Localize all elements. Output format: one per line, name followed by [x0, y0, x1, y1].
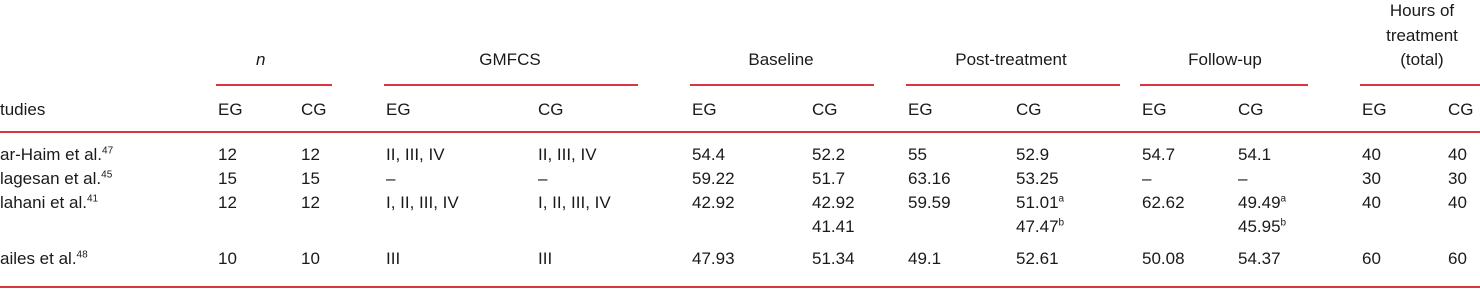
cell-n-eg: 15: [218, 169, 237, 188]
subheader-gmfcs-eg: EG: [386, 100, 411, 119]
cell-hours-cg: 30: [1448, 169, 1467, 188]
header-baseline: Baseline: [748, 50, 814, 69]
rule-post: [906, 84, 1120, 86]
cell-baseline-cg-2: 41.41: [812, 217, 855, 236]
study-name: ailes et al.$^{48}$: [0, 249, 88, 268]
cell-n-eg: 12: [218, 193, 237, 212]
rule-hours: [1360, 84, 1480, 86]
cell-n-cg: 10: [301, 249, 320, 268]
subheader-hours-cg: CG: [1448, 100, 1474, 119]
cell-baseline-cg: 51.34: [812, 249, 855, 268]
cell-baseline-eg: 42.92: [692, 193, 735, 212]
study-name: lagesan et al.$^{45}$: [0, 169, 113, 188]
cell-n-cg: 12: [301, 145, 320, 164]
table-bottom-rule: [0, 286, 1480, 288]
cell-n-eg: 12: [218, 145, 237, 164]
cell-post-cg-2: 47.47$^b$: [1016, 217, 1065, 236]
cell-gmfcs-eg: II, III, IV: [386, 145, 445, 164]
cell-follow-cg: –: [1238, 169, 1248, 188]
subheader-hours-eg: EG: [1362, 100, 1387, 119]
study-name: lahani et al.$^{41}$: [0, 193, 99, 212]
cell-n-cg: 15: [301, 169, 320, 188]
study-name: ar-Haim et al.$^{47}$: [0, 145, 114, 164]
header-n: n: [256, 50, 266, 69]
cell-follow-eg: 54.7: [1142, 145, 1176, 164]
cell-gmfcs-cg: –: [538, 169, 548, 188]
cell-gmfcs-eg: I, II, III, IV: [386, 193, 459, 212]
cell-hours-eg: 40: [1362, 193, 1381, 212]
rule-follow: [1140, 84, 1308, 86]
cell-follow-cg: 54.1: [1238, 145, 1272, 164]
cell-baseline-cg: 51.7: [812, 169, 846, 188]
subheader-n-eg: EG: [218, 100, 243, 119]
cell-follow-cg-2: 45.95$^b$: [1238, 217, 1287, 236]
cell-hours-cg: 60: [1448, 249, 1467, 268]
cell-gmfcs-cg: III: [538, 249, 553, 268]
cell-baseline-eg: 54.4: [692, 145, 726, 164]
cell-post-cg: 51.01$^a$: [1016, 193, 1065, 212]
cell-post-eg: 63.16: [908, 169, 951, 188]
cell-hours-eg: 30: [1362, 169, 1381, 188]
subheader-gmfcs-cg: CG: [538, 100, 564, 119]
cell-post-cg: 53.25: [1016, 169, 1059, 188]
header-hours-line1: Hours of: [1389, 1, 1455, 20]
subheader-follow-cg: CG: [1238, 100, 1264, 119]
cell-gmfcs-eg: –: [386, 169, 396, 188]
subheader-baseline-eg: EG: [692, 100, 717, 119]
cell-gmfcs-cg: I, II, III, IV: [538, 193, 611, 212]
subheader-baseline-cg: CG: [812, 100, 838, 119]
cell-follow-cg: 49.49$^a$: [1238, 193, 1287, 212]
header-hours-line3: (total): [1400, 50, 1444, 69]
cell-post-cg: 52.61: [1016, 249, 1059, 268]
cell-post-eg: 49.1: [908, 249, 942, 268]
subheader-post-eg: EG: [908, 100, 933, 119]
rule-n: [216, 84, 332, 86]
rule-baseline: [690, 84, 874, 86]
subheader-follow-eg: EG: [1142, 100, 1167, 119]
cell-follow-eg: 50.08: [1142, 249, 1185, 268]
cell-baseline-cg: 52.2: [812, 145, 846, 164]
cell-n-cg: 12: [301, 193, 320, 212]
cell-hours-cg: 40: [1448, 145, 1467, 164]
header-post-treatment: Post-treatment: [955, 50, 1067, 69]
header-gmfcs: GMFCS: [479, 50, 541, 69]
cell-hours-cg: 40: [1448, 193, 1467, 212]
cell-follow-cg: 54.37: [1238, 249, 1281, 268]
header-studies: tudies: [0, 100, 46, 119]
cell-follow-eg: 62.62: [1142, 193, 1185, 212]
header-hours-line2: treatment: [1386, 26, 1458, 45]
cell-baseline-eg: 47.93: [692, 249, 735, 268]
cell-hours-eg: 40: [1362, 145, 1381, 164]
subheader-n-cg: CG: [301, 100, 327, 119]
cell-baseline-eg: 59.22: [692, 169, 735, 188]
cell-gmfcs-cg: II, III, IV: [538, 145, 597, 164]
rule-gmfcs: [384, 84, 638, 86]
cell-post-cg: 52.9: [1016, 145, 1050, 164]
cell-follow-eg: –: [1142, 169, 1152, 188]
cell-gmfcs-eg: III: [386, 249, 401, 268]
header-bottom-rule: [0, 131, 1480, 133]
cell-hours-eg: 60: [1362, 249, 1381, 268]
cell-baseline-cg: 42.92: [812, 193, 855, 212]
cell-post-eg: 55: [908, 145, 927, 164]
subheader-post-cg: CG: [1016, 100, 1042, 119]
header-follow-up: Follow-up: [1188, 50, 1262, 69]
cell-post-eg: 59.59: [908, 193, 951, 212]
cell-n-eg: 10: [218, 249, 237, 268]
